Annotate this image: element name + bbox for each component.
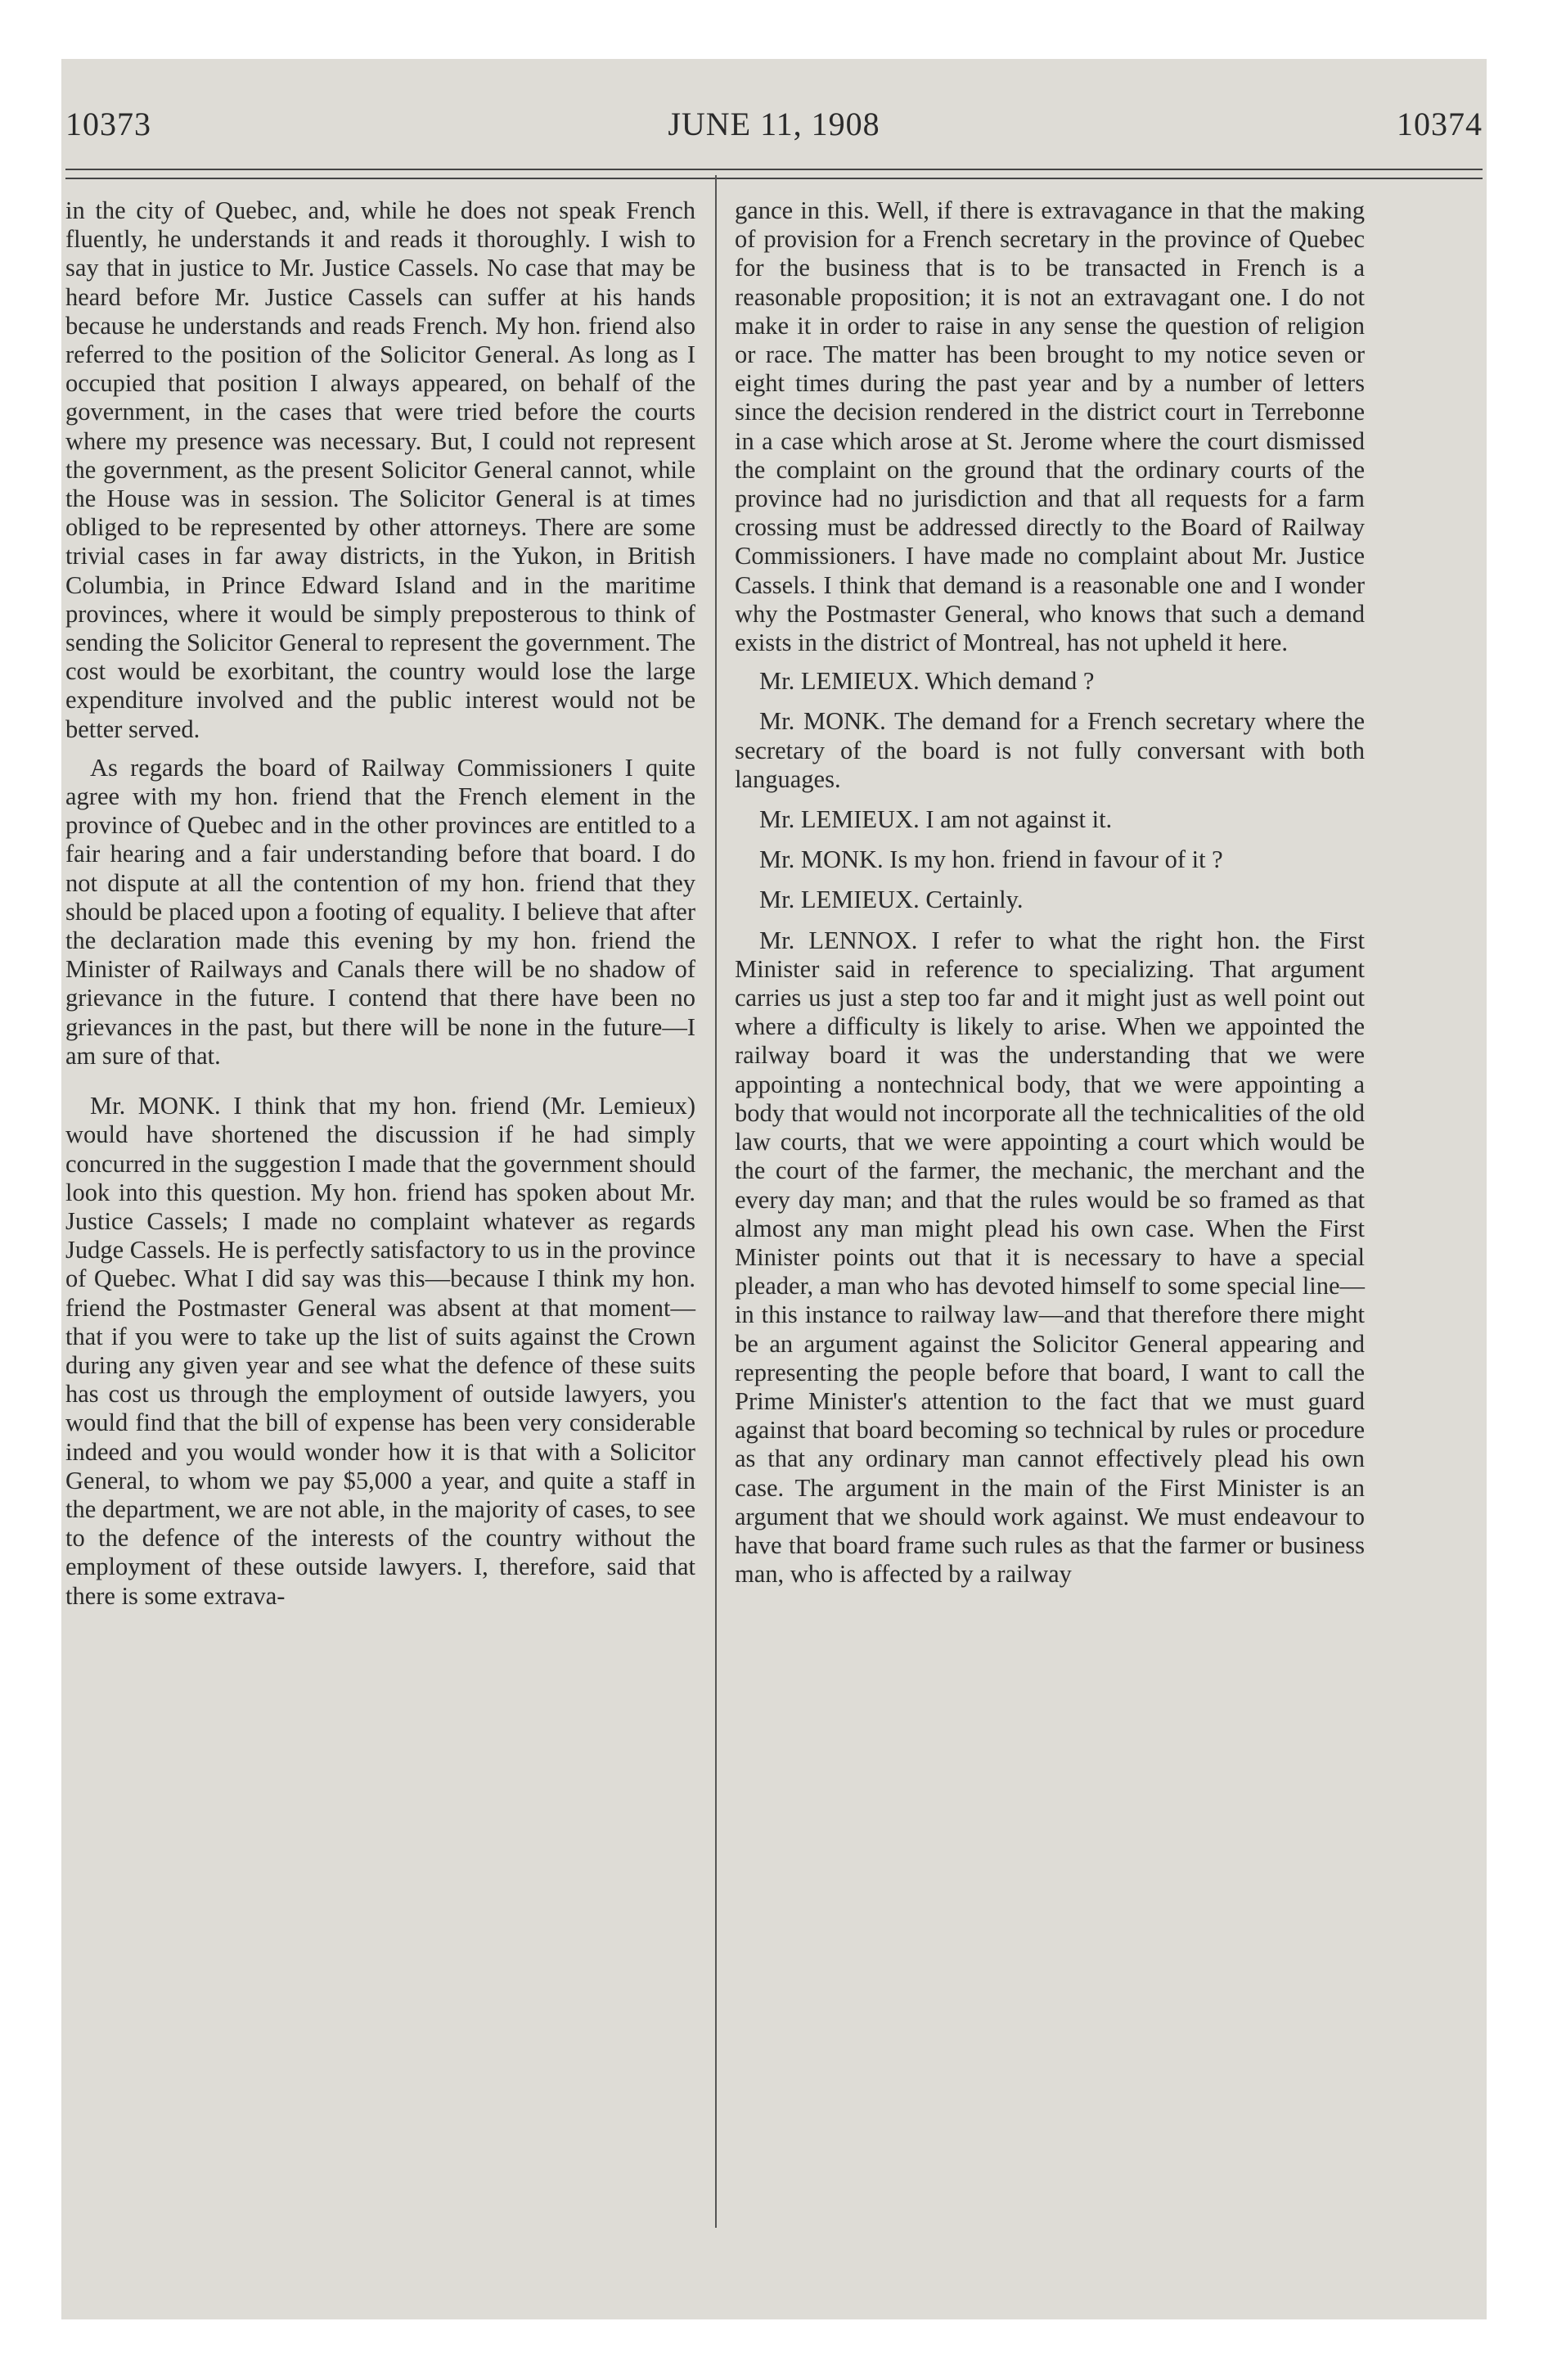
paragraph: Mr. MONK. I think that my hon. friend (Mr. Lemieux) would have shortened the discussion if he had simply concurred in the suggestion I made that the government should look into this question. My hon. friend has spoken about Mr. Justice Cassels; I made no complaint whatever as regards Judge Cassels. He is perfectly satisfactory to us in the province of Quebec. What I did say was this—because I think my hon. friend the Postmaster General was absent at that moment—that if you were to take up the list of suits against the Crown during any given year and see what the defence of these suits has cost us through the employment of outside lawyers, you would find that the bill of expense has been very considerable indeed and you would wonder how it is that with a Solicitor General, to whom we pay $5,000 a year, and quite a staff in the department, we are not able, in the majority of cases, to see to the defence of the interests of the country without the employment of these outside lawyers. I, therefore, said that there is some extrava-: [65, 1092, 695, 1610]
paragraph: Mr. LEMIEUX. Certainly.: [759, 886, 1024, 914]
paragraph: As regards the board of Railway Commissioners I quite agree with my hon. friend that the French element in the province of Quebec and in the other provinces are entitled to a fair hearing and a fair understanding before that board. I do not dispute at all the contention of my hon. friend that they should be placed upon a footing of equality. I believe that after the declaration made this evening by my hon. friend the Minister of Railways and Canals there will be no shadow of grievance in the future. I contend that there have been no grievances in the past, but there will be none in the future—I am sure of that.: [65, 753, 695, 1070]
left-column: [65, 196, 695, 1622]
paragraph: Mr. LEMIEUX. I am not against it.: [759, 805, 1113, 834]
paragraph: Mr. MONK. Is my hon. friend in favour of it ?: [759, 845, 1223, 874]
right-column: [735, 196, 1365, 1600]
column-divider: [715, 175, 717, 2228]
paragraph: in the city of Quebec, and, while he does not speak French fluently, he understands it and reads it thoroughly. I wish to say that in justice to Mr. Justice Cassels. No case that may be heard before Mr. Justice Cassels can suffer at his hands because he understands and reads French. My hon. friend also referred to the position of the Solicitor General. As long as I occupied that position I always appeared, on behalf of the government, in the cases that were tried before the courts where my presence was necessary. But, I could not represent the government, as the present Solicitor General cannot, while the House was in session. The Solicitor General is at times obliged to be represented by other attorneys. There are some trivial cases in far away districts, in the Yukon, in British Columbia, in Prince Edward Island and in the maritime provinces, where it would be simply preposterous to think of sending the Solicitor General to represent the government. The cost would be exorbitant, the country would lose the large expenditure involved and the public interest would not be better served.: [65, 196, 695, 743]
page-header: [65, 105, 1483, 154]
page-date-title: JUNE 11, 1908: [668, 106, 880, 142]
page-number-right: 10374: [1397, 106, 1483, 142]
paragraph: Mr. LEMIEUX. Which demand ?: [759, 667, 1095, 696]
page-number-left: 10373: [65, 106, 151, 142]
paragraph: gance in this. Well, if there is extravagance in that the making of provision for a French secretary in the province of Quebec for the business that is to be transacted in French is a reasonable proposition; it is not an extravagant one. I do not make it in order to raise in any sense the question of religion or race. The matter has been brought to my notice seven or eight times during the past year and by a number of letters since the decision rendered in the district court in Terrebonne in a case which arose at St. Jerome where the court dismissed the complaint on the ground that the ordinary courts of the province had no jurisdiction and that all requests for a farm crossing must be addressed directly to the Board of Railway Commissioners. I have made no complaint about Mr. Justice Cassels. I think that demand is a reasonable one and I wonder why the Postmaster General, who knows that such a demand exists in the district of Montreal, has not upheld it here.: [735, 196, 1365, 657]
paragraph: Mr. MONK. The demand for a French secretary where the secretary of the board is not fully conversant with both languages.: [735, 707, 1365, 793]
header-double-rule: [65, 169, 1483, 179]
paragraph: Mr. LENNOX. I refer to what the right hon. the First Minister said in reference to specializing. That argument carries us just a step too far and it might just as well point out where a difficulty is likely to arise. When we appointed the railway board it was the understanding that we were appointing a nontechnical body, that we were appointing a body that would not incorporate all the technicalities of the old law courts, that we were appointing a court which would be the court of the farmer, the mechanic, the merchant and the every day man; and that the rules would be so framed as that almost any man might plead his own case. When the First Minister points out that it is necessary to have a special pleader, a man who has devoted himself to some special line—in this instance to railway law—and that therefore there might be an argument against the Solicitor General appearing and representing the people before that board, I want to call the Prime Minister's attention to the fact that we must guard against that board becoming so technical by rules or procedure as that any ordinary man cannot effectively plead his own case. The argument in the main of the First Minister is an argument that we should work against. We must endeavour to have that board frame such rules as that the farmer or business man, who is affected by a railway: [735, 926, 1365, 1589]
